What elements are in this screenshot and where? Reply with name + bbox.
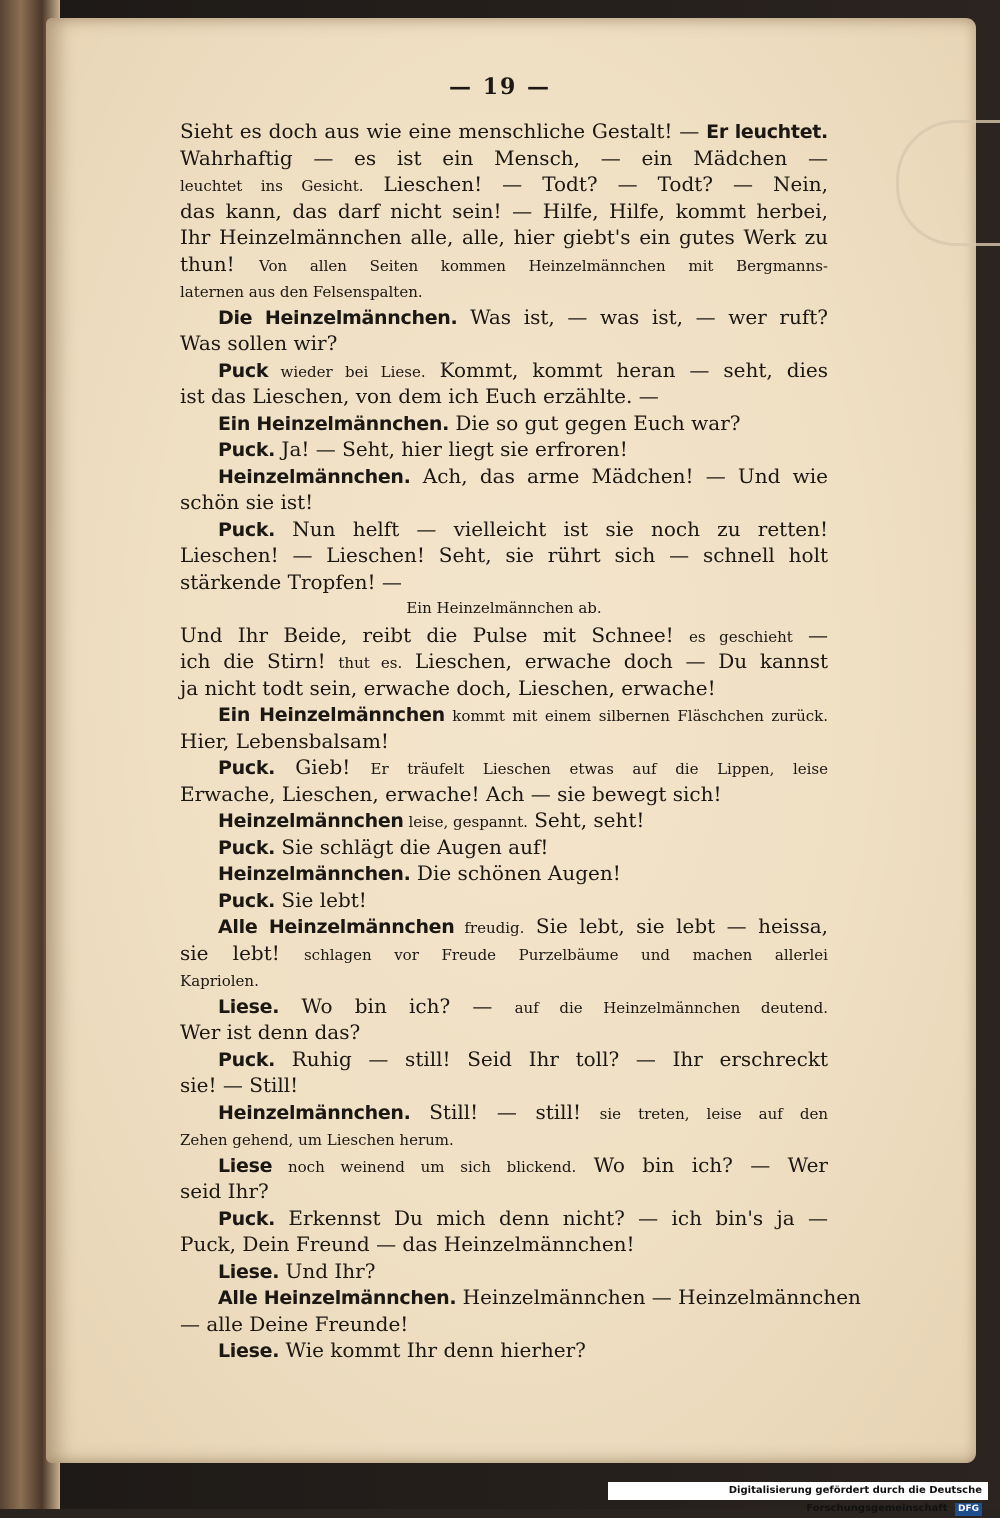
stage-direction: es geschieht (688, 627, 793, 646)
stage-direction: freudig. (454, 919, 525, 937)
dialogue-text: Lieschen! — Todt? — Todt? — Nein, (363, 172, 828, 196)
digitization-footer (608, 1482, 988, 1514)
dialogue-text: Ruhig — still! Seid Ihr toll? — Ihr erschreckt (275, 1046, 828, 1071)
stage-direction: Ein Heinzelmännchen ab. (406, 599, 602, 617)
speaker-name: Heinzelmännchen. (218, 1101, 411, 1124)
speaker-name: Puck. (218, 1048, 276, 1071)
text-line (180, 834, 828, 861)
stage-direction: Zehen gehend, um Lieschen herum. (180, 1131, 454, 1149)
speaker-name: Liese (218, 1154, 273, 1177)
stage-direction: auf die Heinzelmännchen deutend. (514, 998, 828, 1017)
text-line (180, 1125, 828, 1152)
text-line (180, 781, 828, 808)
text-line (180, 277, 828, 304)
speaker-name: Alle Heinzelmännchen (218, 916, 455, 938)
text-line (180, 436, 828, 463)
dialogue-text: Wer ist denn das? (180, 1020, 361, 1044)
dialogue-text: Sie schlägt die Augen auf! (275, 834, 549, 859)
text-line (180, 1072, 828, 1099)
text-line (180, 1046, 828, 1073)
dialogue-text: Wie kommt Ihr denn hierher? (279, 1338, 586, 1362)
text-line (180, 251, 828, 278)
text-line (180, 410, 828, 437)
text-line (180, 728, 828, 755)
dialogue-text: ja nicht todt sein, erwache doch, Lieschen, erwache! (180, 675, 716, 700)
stage-direction: thut es. (338, 654, 403, 672)
speaker-name: Puck. (218, 889, 276, 912)
dialogue-text: Die so gut gegen Euch war? (449, 410, 741, 435)
speaker-name: Puck. (218, 439, 276, 461)
page-number: — 19 — (449, 74, 551, 100)
dialogue-text: Wo bin ich? — (279, 993, 515, 1018)
dialogue-text: Nun helft — vielleicht ist sie noch zu retten! (275, 516, 828, 541)
dialogue-text: Was sollen wir? (180, 331, 338, 355)
speaker-name: Puck. (218, 757, 276, 779)
text-line (180, 145, 828, 172)
dialogue-text: Was ist, — was ist, — wer ruft? (457, 304, 828, 329)
dialogue-text: sie! — Still! (180, 1073, 299, 1097)
text-line (180, 198, 828, 225)
dialogue-text: ist das Lieschen, von dem ich Euch erzählte. — (180, 384, 659, 408)
dialogue-text: Erwache, Lieschen, erwache! Ach — sie bewegt sich! (180, 781, 722, 806)
text-line (180, 807, 828, 834)
stage-direction: sie treten, leise auf den (599, 1104, 828, 1123)
text-line (180, 648, 828, 675)
dialogue-text: Lieschen, erwache doch — Du kannst (402, 649, 828, 673)
dialogue-text: Seht, seht! (527, 808, 645, 832)
speaker-name: Er leuchtet. (706, 121, 828, 143)
text-line (180, 675, 828, 702)
text-line (180, 463, 828, 490)
dialogue-text: Ihr Heinzelmännchen alle, alle, hier giebt's ein gutes Werk zu (180, 225, 828, 249)
dialogue-text: Kommt, kommt heran — seht, dies (425, 357, 828, 382)
dialogue-text: Wahrhaftig — es ist ein Mensch, — ein Mädchen — (180, 145, 828, 170)
speaker-name: Liese. (218, 995, 280, 1018)
dialogue-text: Puck, Dein Freund — das Heinzelmännchen! (180, 1232, 635, 1256)
stage-direction: schlagen vor Freude Purzelbäume und machen allerlei (303, 945, 828, 964)
dialogue-text: Und Ihr Beide, reibt die Pulse mit Schnee! (180, 622, 689, 647)
text-line (180, 330, 828, 357)
dialogue-text: Sieht es doch aus wie eine menschliche Gestalt! — (180, 119, 707, 143)
text-line (180, 1258, 828, 1285)
speaker-name: Heinzelmännchen (218, 810, 404, 832)
text-line (180, 1231, 828, 1258)
text-line (180, 966, 828, 993)
dialogue-text: Ja! — Seht, hier liegt sie erfroren! (275, 437, 628, 461)
text-line (180, 1152, 828, 1179)
speaker-name: Liese. (218, 1260, 280, 1283)
stage-direction: kommt mit einem silbernen Fläschchen zurück. (444, 707, 828, 725)
speaker-name: Puck (218, 359, 269, 382)
speaker-name: Puck. (218, 1207, 276, 1230)
stage-direction: laternen aus den Felsenspalten. (180, 283, 423, 301)
dialogue-text: Sie lebt, sie lebt — heissa, (524, 914, 829, 938)
text-line (180, 1311, 828, 1338)
footer-text: Digitalisierung gefördert durch die Deutsche Forschungsgemeinschaft (728, 1485, 982, 1514)
text-line (180, 1205, 828, 1232)
text-line (180, 940, 828, 967)
text-line (180, 701, 828, 728)
speaker-name: Die Heinzelmännchen. (218, 306, 458, 329)
text-line (180, 383, 828, 410)
dialogue-text: Still! — still! (410, 1099, 600, 1124)
text-line (180, 118, 828, 145)
dialogue-text: Hier, Lebensbalsam! (180, 728, 389, 753)
speaker-name: Heinzelmännchen. (218, 465, 411, 488)
speaker-name: Ein Heinzelmännchen (218, 704, 445, 726)
dialogue-text: Und Ihr? (279, 1258, 376, 1283)
text-line (180, 913, 828, 940)
speaker-name: Puck. (218, 518, 276, 541)
dialogue-text: — (792, 622, 828, 647)
stage-direction: noch weinend um sich blickend. (272, 1157, 577, 1176)
dialogue-text: Erkennst Du mich denn nicht? — ich bin's ja — (275, 1205, 828, 1230)
dialogue-text: ich die Stirn! (180, 649, 339, 673)
text-line (180, 542, 828, 569)
dialogue-text: Gieb! (275, 755, 371, 779)
dfg-logo-icon: DFG (955, 1503, 982, 1516)
dialogue-text: Ach, das arme Mädchen! — Und wie (410, 463, 828, 488)
text-line (180, 860, 828, 887)
dialogue-text: thun! (180, 251, 259, 276)
text-line (180, 516, 828, 543)
dialogue-text: sie lebt! (180, 940, 304, 965)
text-line (180, 1178, 828, 1205)
dialogue-text: Wo bin ich? — Wer (576, 1152, 828, 1177)
dialogue-text: schön sie ist! (180, 490, 314, 514)
stage-direction: leise, gespannt. (403, 813, 528, 831)
page-tab-marker (896, 120, 1000, 246)
play-text (180, 118, 861, 1364)
text-line (180, 304, 828, 331)
stage-direction: Kapriolen. (180, 972, 259, 990)
text-line (180, 171, 828, 198)
text-line (180, 993, 828, 1020)
text-line (180, 595, 828, 622)
text-line (180, 1019, 828, 1046)
text-line (180, 357, 828, 384)
stage-direction: Er träufelt Lieschen etwas auf die Lippen, leise (370, 760, 828, 778)
dialogue-text: das kann, das darf nicht sein! — Hilfe, Hilfe, kommt herbei, (180, 198, 828, 223)
speaker-name: Ein Heinzelmännchen. (218, 412, 450, 435)
dialogue-text: stärkende Tropfen! — (180, 569, 402, 594)
text-line (180, 224, 828, 251)
stage-direction: Von allen Seiten kommen Heinzelmännchen mit Bergmanns- (259, 256, 828, 275)
dialogue-text: Die schönen Augen! (410, 861, 621, 885)
dialogue-text: seid Ihr? (180, 1179, 269, 1203)
speaker-name: Alle Heinzelmännchen. (218, 1287, 457, 1309)
speaker-name: Puck. (218, 836, 276, 859)
speaker-name: Liese. (218, 1340, 280, 1362)
stage-direction: wieder bei Liese. (268, 362, 426, 381)
text-line (180, 887, 828, 914)
text-line (180, 489, 828, 516)
text-line (180, 622, 828, 649)
text-line (180, 569, 828, 596)
text-line (180, 754, 828, 781)
dialogue-text: Heinzelmännchen — Heinzelmännchen (456, 1285, 861, 1309)
dialogue-text: — alle Deine Freunde! (180, 1311, 409, 1336)
stage-direction: leuchtet ins Gesicht. (180, 177, 364, 195)
speaker-name: Heinzelmännchen. (218, 863, 411, 885)
dialogue-text: Sie lebt! (275, 887, 367, 912)
text-line (180, 1337, 828, 1364)
text-line (180, 1284, 861, 1311)
dialogue-text: Lieschen! — Lieschen! Seht, sie rührt sich — schnell holt (180, 543, 828, 567)
text-line (180, 1099, 828, 1126)
